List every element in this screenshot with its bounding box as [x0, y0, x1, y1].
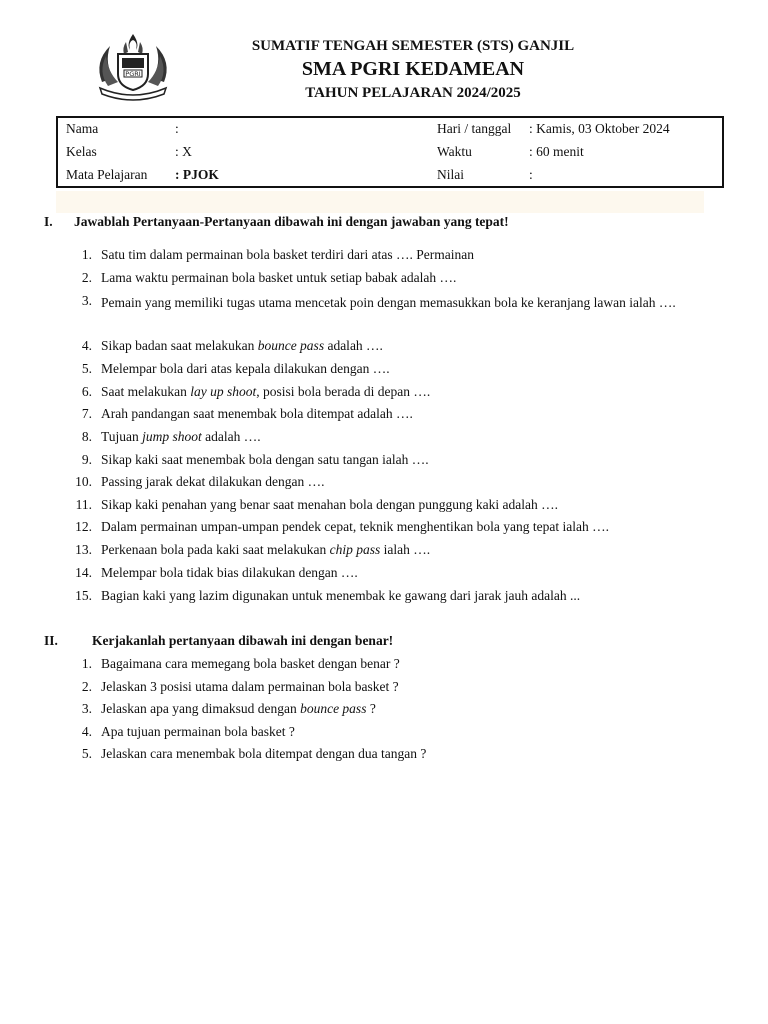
- essay-q5-text: Jelaskan cara menembak bola ditempat dengan dua tangan ?: [101, 746, 427, 761]
- q6-text: Saat melakukan lay up shoot, posisi bola berada di depan ….: [101, 384, 431, 399]
- q10-text: Passing jarak dekat dilakukan dengan ….: [101, 474, 325, 489]
- q9-number: 9.: [81, 452, 92, 467]
- q4-text: Sikap badan saat melakukan bounce pass adalah ….: [101, 338, 383, 353]
- q14-text: Melempar bola tidak bias dilakukan dengan ….: [101, 565, 358, 580]
- q7-number: 7.: [81, 406, 92, 421]
- q13-number: 13.: [75, 542, 92, 557]
- class-label: Kelas: [66, 144, 97, 159]
- q11-text: Sikap kaki penahan yang benar saat menahan bola dengan punggung kaki adalah ….: [101, 497, 558, 512]
- academic-year: TAHUN PELAJARAN 2024/2025: [305, 85, 521, 101]
- section-1-number: I.: [44, 214, 53, 229]
- q8-text: Tujuan jump shoot adalah ….: [101, 429, 261, 444]
- q10-number: 10.: [75, 474, 92, 489]
- q4-number: 4.: [81, 338, 92, 353]
- q13-text: Perkenaan bola pada kaki saat melakukan chip pass ialah ….: [101, 542, 431, 557]
- q7-text: Arah pandangan saat menembak bola ditempat adalah ….: [101, 406, 413, 421]
- school-name: SMA PGRI KEDAMEAN: [301, 58, 525, 80]
- school-logo: [88, 32, 178, 104]
- time-label: Waktu: [437, 144, 472, 159]
- day-value: : Kamis, 03 Oktober 2024: [529, 121, 670, 136]
- essay-q5-number: 5.: [81, 746, 92, 761]
- q9-text: Sikap kaki saat menembak bola dengan satu tangan ialah ….: [101, 452, 429, 467]
- q2-number: 2.: [81, 270, 92, 285]
- exam-title: SUMATIF TENGAH SEMESTER (STS) GANJIL: [251, 38, 575, 54]
- q1-number: 1.: [81, 247, 92, 262]
- shaded-band: [56, 191, 704, 213]
- q3-number: 3.: [81, 293, 92, 308]
- subject-value: : PJOK: [175, 167, 219, 182]
- name-label: Nama: [66, 121, 99, 136]
- q12-text: Dalam permainan umpan-umpan pendek cepat, teknik menghentikan bola yang tepat ialah ….: [101, 519, 609, 534]
- name-value: :: [175, 121, 179, 136]
- q1-text: Satu tim dalam permainan bola basket terdiri dari atas …. Permainan: [101, 247, 475, 262]
- essay-q4-text: Apa tujuan permainan bola basket ?: [101, 724, 295, 739]
- essay-q3-text: Jelaskan apa yang dimaksud dengan bounce pass ?: [101, 701, 376, 716]
- time-value: : 60 menit: [529, 144, 584, 159]
- q5-text: Melempar bola dari atas kepala dilakukan dengan ….: [101, 361, 390, 376]
- essay-q2-text: Jelaskan 3 posisi utama dalam permainan bola basket ?: [101, 679, 399, 694]
- section-1-title: Jawablah Pertanyaan-Pertanyaan dibawah ini dengan jawaban yang tepat!: [74, 214, 509, 229]
- q12-number: 12.: [75, 519, 92, 534]
- q3-text: Pemain yang memiliki tugas utama mencetak poin dengan memasukkan bola ke keranjang lawan ialah ….: [101, 295, 676, 310]
- logo-text: PGRI: [125, 70, 141, 78]
- score-label: Nilai: [437, 167, 464, 182]
- q2-text: Lama waktu permainan bola basket untuk setiap babak adalah ….: [101, 270, 457, 285]
- essay-q4-number: 4.: [81, 724, 92, 739]
- subject-label: Mata Pelajaran: [66, 167, 148, 182]
- essay-q1-text: Bagaimana cara memegang bola basket dengan benar ?: [101, 656, 400, 671]
- q11-number: 11.: [75, 497, 92, 512]
- essay-q2-number: 2.: [81, 679, 92, 694]
- score-value: :: [529, 167, 533, 182]
- essay-q3-number: 3.: [81, 701, 92, 716]
- essay-q1-number: 1.: [81, 656, 92, 671]
- section-2-title: Kerjakanlah pertanyaan dibawah ini dengan benar!: [92, 633, 394, 648]
- day-label: Hari / tanggal: [437, 121, 512, 136]
- q6-number: 6.: [81, 384, 92, 399]
- q15-number: 15.: [75, 588, 92, 603]
- q8-number: 8.: [81, 429, 92, 444]
- q5-number: 5.: [81, 361, 92, 376]
- q14-number: 14.: [75, 565, 92, 580]
- section-2-number: II.: [44, 633, 58, 648]
- class-value: : X: [175, 144, 192, 159]
- q15-text: Bagian kaki yang lazim digunakan untuk menembak ke gawang dari jarak jauh adalah ...: [101, 588, 581, 603]
